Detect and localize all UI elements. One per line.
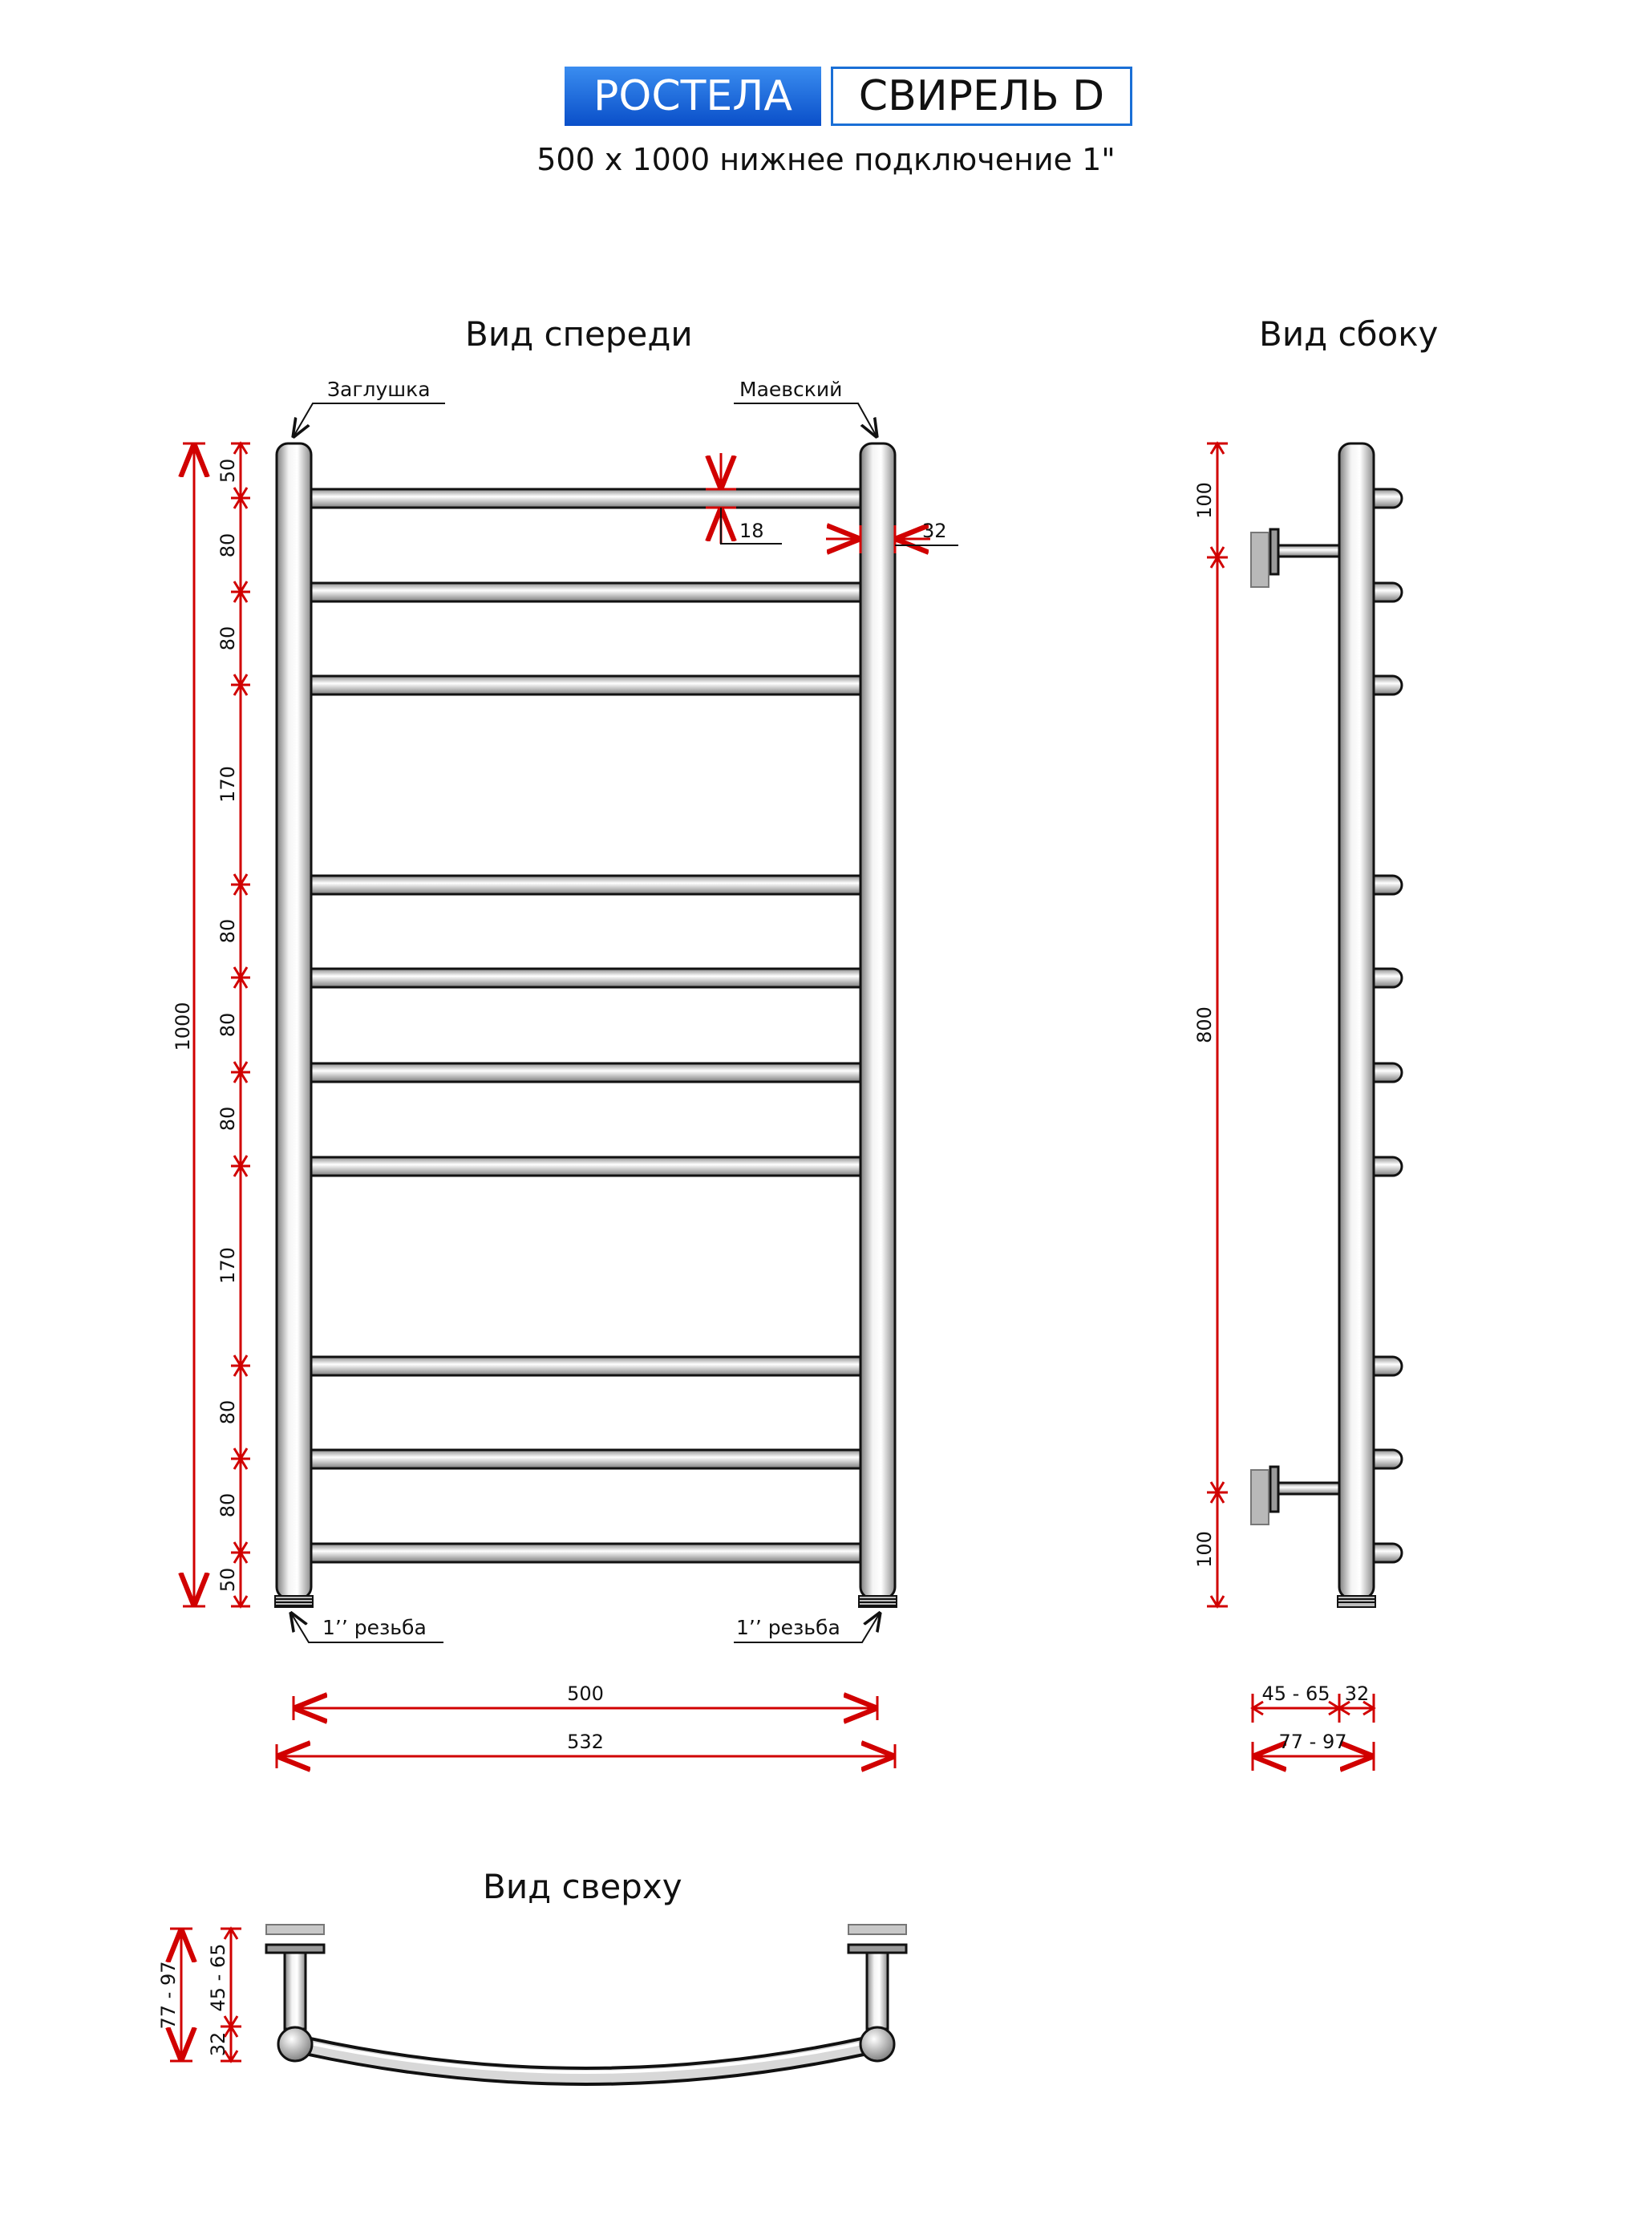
spacing-label: 80 [217, 626, 239, 651]
label-thread-left: 1’’ резьба [322, 1616, 427, 1639]
top-post-left [278, 2027, 312, 2061]
dim-side-middle-label: 800 [1193, 1006, 1216, 1043]
left-thread [275, 1596, 313, 1607]
rung [302, 1544, 874, 1562]
rung [302, 876, 874, 894]
rung [302, 1157, 874, 1176]
dim-top-depth-label: 77 - 97 [157, 1961, 180, 2030]
dim-top-offset-label: 45 - 65 [207, 1943, 229, 2012]
rung [302, 489, 874, 508]
callout-plug [293, 403, 445, 438]
dim-side-post-label: 32 [1344, 1682, 1370, 1705]
spacing-label: 80 [217, 1399, 239, 1425]
dim-width-500-label: 500 [567, 1682, 604, 1705]
front-view-title: Вид спереди [465, 314, 693, 354]
rung [302, 1450, 874, 1468]
spacing-label: 80 [217, 532, 239, 558]
label-valve: Маевский [739, 378, 843, 401]
label-plug: Заглушка [327, 378, 431, 401]
dim-side-top-label: 100 [1193, 482, 1216, 519]
subtitle: 500 x 1000 нижнее подключение 1" [536, 142, 1116, 177]
front-view [172, 378, 958, 1768]
dim-side-bottom-label: 100 [1193, 1531, 1216, 1568]
spacing-label: 50 [217, 1567, 239, 1593]
dim-total-height-label: 1000 [172, 1002, 194, 1051]
spacing-label: 80 [217, 1492, 239, 1518]
top-post-right [860, 2027, 894, 2061]
rung [302, 969, 874, 987]
side-view [1193, 443, 1402, 1771]
side-view-title: Вид сбоку [1259, 314, 1439, 354]
dim-side-depth-label: 77 - 97 [1278, 1731, 1347, 1753]
top-view [157, 1925, 906, 2076]
right-thread [859, 1596, 897, 1607]
spacing-label: 170 [217, 1247, 239, 1284]
dim-side-offset-label: 45 - 65 [1261, 1682, 1330, 1705]
side-post [1339, 443, 1374, 1598]
rung [302, 1063, 874, 1082]
dim-post-dia-label: 32 [922, 520, 947, 542]
model-name: СВИРЕЛЬ D [831, 67, 1132, 126]
rung [302, 1357, 874, 1375]
left-post [277, 443, 311, 1598]
dim-rung-dia-label: 18 [739, 520, 764, 542]
spacing-label: 80 [217, 1106, 239, 1132]
side-thread [1338, 1596, 1375, 1607]
brand-logo: РОСТЕЛА [565, 67, 821, 126]
rung-spacing-labels [217, 459, 239, 1593]
dim-top-post-label: 32 [207, 2031, 229, 2057]
callout-valve [734, 403, 877, 438]
dim-width-532-label: 532 [567, 1731, 604, 1753]
label-thread-right: 1’’ резьба [736, 1616, 840, 1639]
spacing-label: 80 [217, 918, 239, 944]
rung [302, 583, 874, 601]
rung [302, 676, 874, 694]
spacing-label: 170 [217, 766, 239, 803]
front-rungs [302, 489, 874, 1562]
spacing-label: 80 [217, 1012, 239, 1038]
side-bracket-top [1251, 529, 1339, 587]
top-bracket-left [266, 1925, 324, 2029]
top-view-title: Вид сверху [483, 1867, 682, 1906]
top-bracket-right [848, 1925, 906, 2029]
right-post [860, 443, 895, 1598]
spacing-label: 50 [217, 458, 239, 484]
side-bracket-bottom [1251, 1467, 1339, 1524]
